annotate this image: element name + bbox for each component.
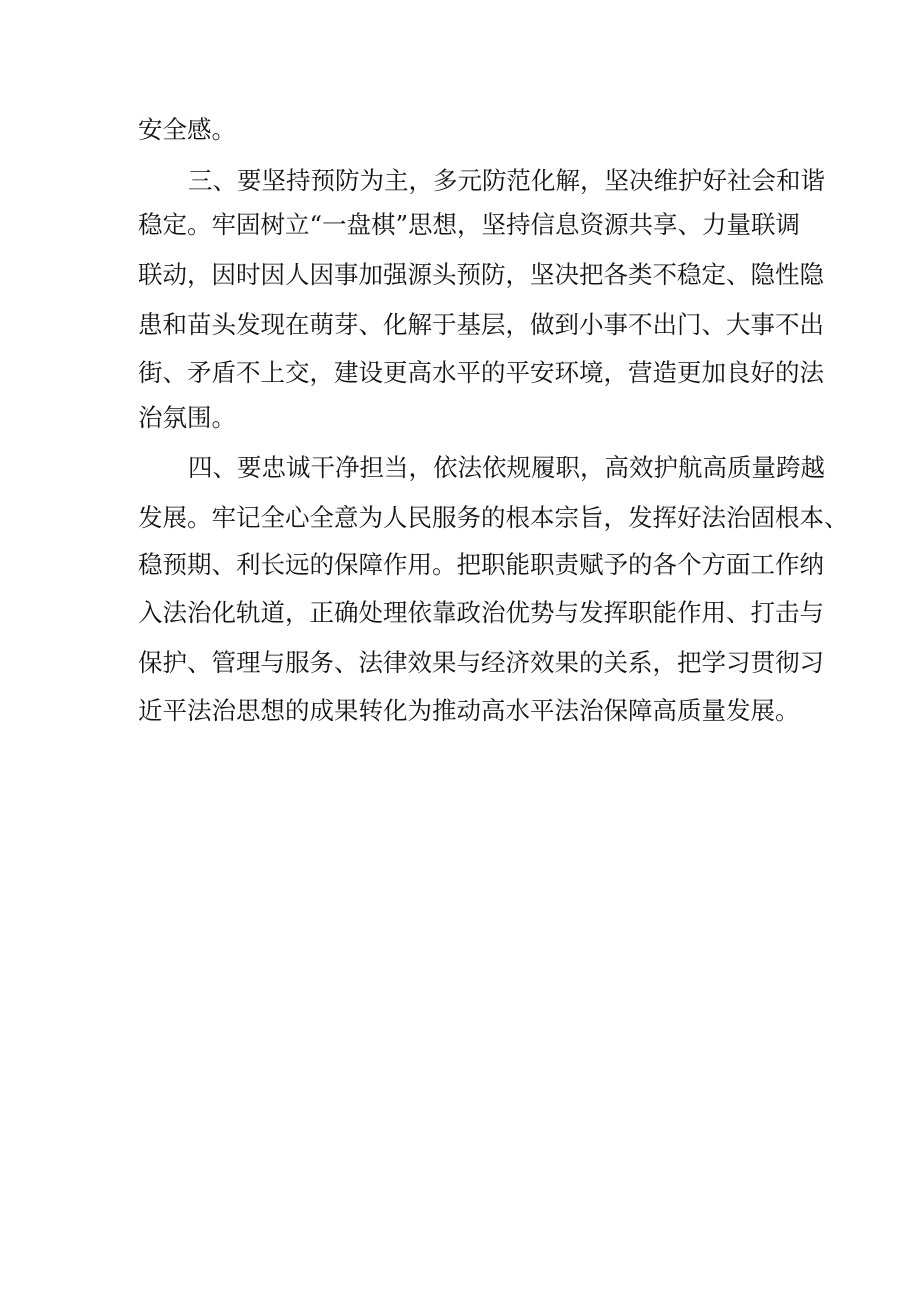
paragraph-line: 入法治化轨道，正确处理依靠政治优势与发挥职能作用、打击与 [138,598,824,627]
paragraph-line: 安全感。 [138,115,236,144]
paragraph-line: 联动，因时因人因事加强源头预防，坚决把各类不稳定、隐性隐 [138,260,824,289]
paragraph-line: 发展。牢记全心全意为人民服务的根本宗旨，发挥好法治固根本、 [138,503,849,532]
paragraph-line: 保护、管理与服务、法律效果与经济效果的关系，把学习贯彻习 [138,648,824,677]
paragraph-line: 患和苗头发现在萌芽、化解于基层，做到小事不出门、大事不出 [138,310,824,339]
paragraph-heading-line: 三、要坚持预防为主，多元防范化解，坚决维护好社会和谐 [188,166,825,195]
paragraph-line: 稳定。牢固树立“一盘棋”思想，坚持信息资源共享、力量联调 [138,210,801,239]
paragraph-line: 近平法治思想的成果转化为推动高水平法治保障高质量发展。 [138,696,800,725]
paragraph-heading-line: 四、要忠诚干净担当，依法依规履职，高效护航高质量跨越 [188,453,825,482]
paragraph-line: 街、矛盾不上交，建设更高水平的平安环境，营造更加良好的法 [138,358,824,387]
paragraph-line: 稳预期、利长远的保障作用。把职能职责赋予的各个方面工作纳 [138,550,824,579]
paragraph-line: 治氛围。 [138,403,236,432]
